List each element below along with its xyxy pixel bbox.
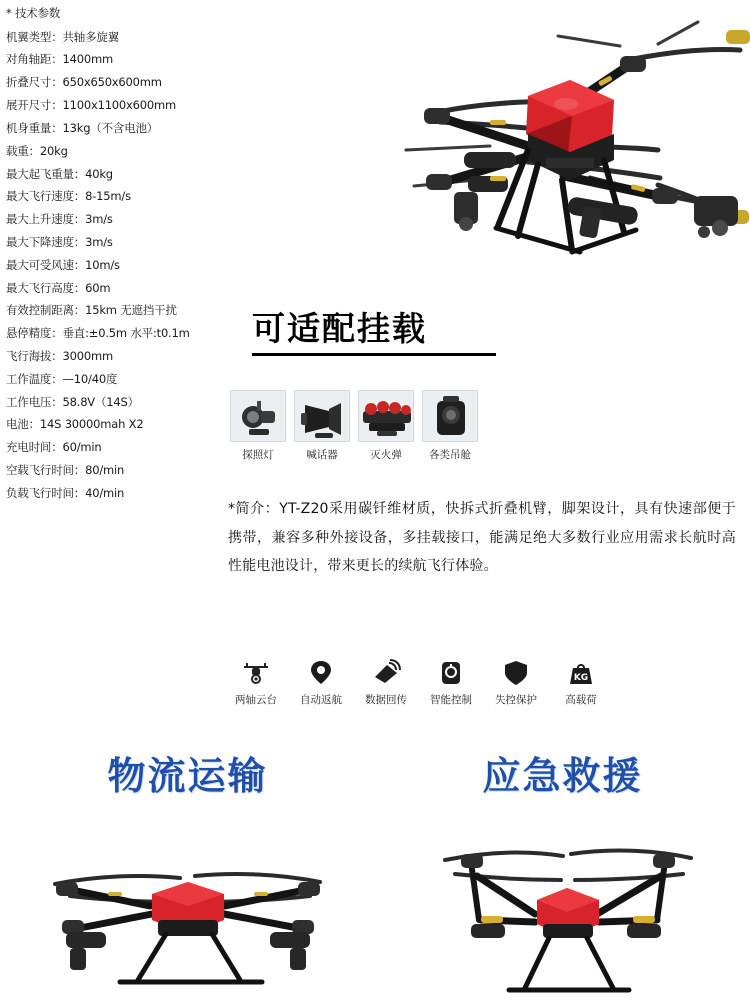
payload-label: 灭火弹 [370,449,402,461]
spec-item: 展开尺寸：1100x1100x600mm [6,98,176,113]
spec-item: 机翼类型：共轴多旋翼 [6,29,119,44]
spec-list [6,6,218,509]
spec-item: 最大起飞重量：40kg [6,166,113,181]
spec-item: 工作电压：58.8V（14S） [6,394,139,409]
payload-item-loudspeaker[interactable] [294,390,350,462]
drone-perspective-view-image [375,816,750,1001]
drone-illustration-main [228,0,750,300]
payload-label: 探照灯 [242,449,274,461]
spec-item: 折叠尺寸：650x650x600mm [6,75,162,90]
feature-return-home [295,658,347,707]
feature-data-link [360,658,412,707]
feature-failsafe [490,658,542,707]
spec-item: 充电时间：60/min [6,440,102,455]
spec-item: 空载飞行时间：80/min [6,463,125,478]
fire-extinguish-ball-icon [358,390,414,442]
svg-text:KG: KG [573,673,589,683]
feature-label: 自动返航 [300,694,342,706]
feature-gimbal [230,658,282,707]
hero-drone-image [228,0,750,300]
payload-label: 各类吊舱 [429,449,471,461]
spec-header: * 技术参数 [6,6,61,20]
failsafe-shield-icon [490,658,542,688]
spec-item: 载重：20kg [6,143,68,158]
mount-section-heading [252,303,496,356]
heading-underline [252,353,496,356]
spec-item: 最大可受风速：10m/s [6,257,120,272]
mount-section-title: 可适配挂载 [252,309,427,348]
drone-front-view-image [0,816,375,1001]
feature-list [230,658,630,707]
feature-label: 数据回传 [365,694,407,706]
spec-item: 飞行海拔：3000mm [6,349,113,363]
spec-item: 最大飞行高度：60m [6,280,111,295]
gimbal-icon [230,658,282,688]
payload-list [230,390,490,462]
feature-payload [555,658,607,707]
spec-item: 工作温度：—10/40度 [6,371,118,386]
intro-paragraph: *简介：YT-Z20采用碳钎维材质，快拆式折叠机臂，脚架设计，具有快速部便于携带，兼容多种外接设备，多挂载接口，能满足绝大多数行业应用需求长航时高性能电池设计，带来更长的续航飞行体验。 [228,501,736,575]
payload-item-fire-ball[interactable] [358,390,414,462]
spec-item: 最大飞行速度：8-15m/s [6,189,131,204]
feature-smart-control [425,658,477,707]
feature-label: 失控保护 [495,694,537,706]
block-emergency-rescue [375,745,750,1001]
data-link-icon [360,658,412,688]
block-title: 物流运输 [107,754,268,798]
payload-label: 喊话器 [306,449,338,461]
loudspeaker-icon [294,390,350,442]
feature-label: 高载荷 [565,694,597,706]
spec-item: 悬停精度：垂直:±0.5m 水平:t0.1m [6,326,190,341]
feature-label: 两轴云台 [235,694,277,706]
payload-item-camera-pod[interactable] [422,390,478,462]
spec-item: 电池：14S 30000mah X2 [6,417,144,432]
spec-item: 最大上升速度：3m/s [6,212,113,227]
searchlight-icon [230,390,286,442]
spec-item: 机身重量：13kg（不含电池） [6,120,159,135]
block-title: 应急救援 [482,754,643,798]
spec-item: 有效控制距离：15km 无遮挡干扰 [6,303,177,318]
spec-item: 最大下降速度：3m/s [6,234,113,249]
payload-item-searchlight[interactable] [230,390,286,462]
spec-item: 负载飞行时间：40/min [6,485,125,500]
smart-control-icon [425,658,477,688]
payload-kg-icon [555,658,607,688]
return-home-icon [295,658,347,688]
block-logistics [0,745,375,1001]
camera-pod-icon [422,390,478,442]
spec-item: 对角轴距：1400mm [6,52,113,67]
feature-label: 智能控制 [430,694,472,706]
